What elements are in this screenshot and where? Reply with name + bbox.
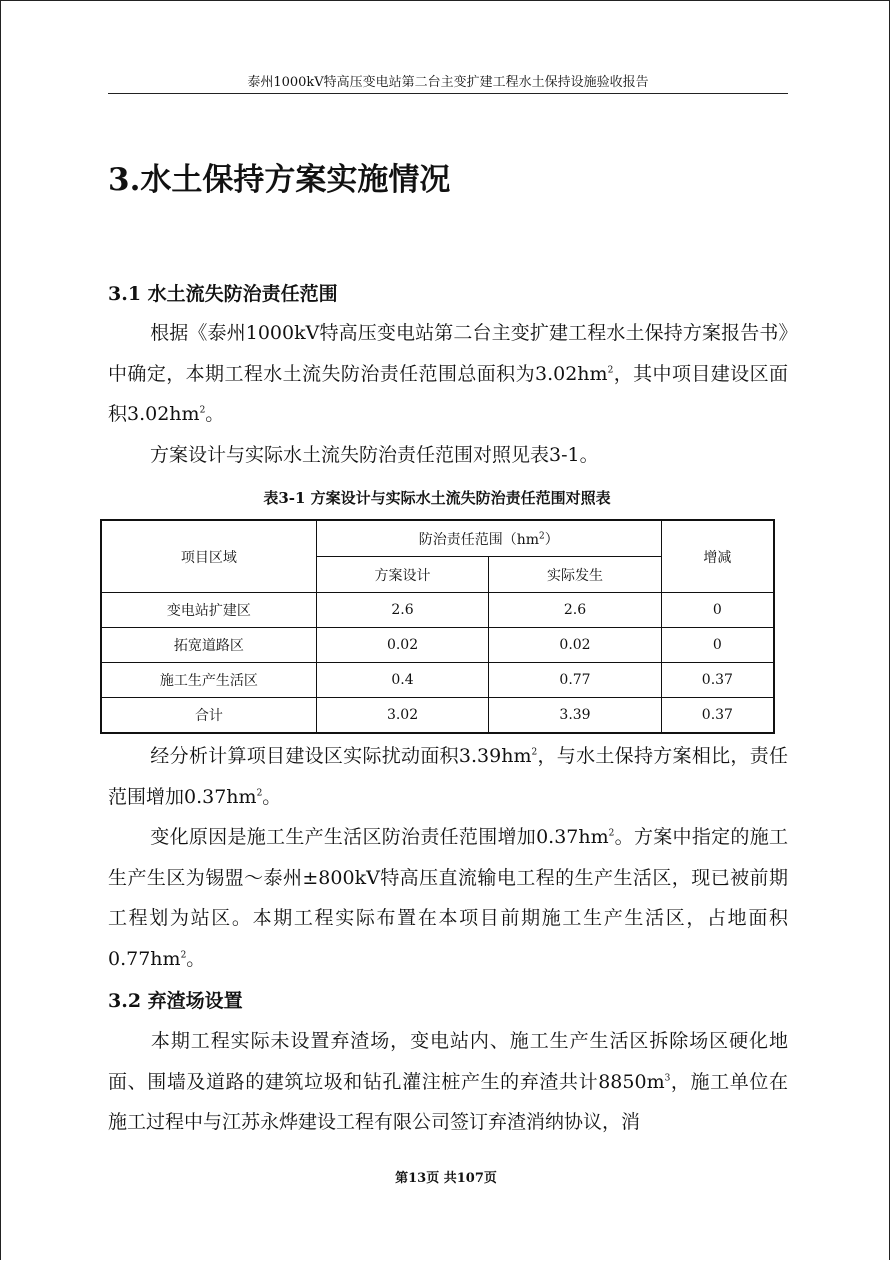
table-row-total: [101, 698, 774, 734]
cell-change: 0: [661, 628, 774, 663]
running-header: 泰州1000kV特高压变电站第二台主变扩建工程水土保持设施验收报告: [247, 75, 649, 90]
cell-change: 0.37: [661, 663, 774, 698]
paragraph-text: 方案设计与实际水土流失防治责任范围对照见表3-1。: [150, 444, 599, 466]
cell-actual: 0.77: [489, 663, 661, 698]
cell-planned: 3.02: [316, 698, 488, 734]
unit-superscript: 2: [199, 405, 206, 416]
cell-actual: 0.02: [489, 628, 661, 663]
paragraph-text: 经分析计算项目建设区实际扰动面积3.39hm: [150, 745, 532, 767]
header-rule: [108, 93, 788, 94]
cell-actual: 3.39: [489, 698, 661, 734]
section-heading-3-1: 3.1 水土流失防治责任范围: [108, 283, 338, 305]
table-row: [101, 593, 774, 628]
cell-area: 施工生产生活区: [101, 663, 316, 698]
paragraph-text: ，与水土保持方案相比，责任范围增加0.37hm: [108, 745, 788, 808]
unit-superscript: 2: [608, 828, 615, 839]
chapter-title: 3.水土保持方案实施情况: [108, 162, 451, 198]
paragraph-table-reference: [108, 435, 788, 476]
unit-superscript: 3: [664, 1073, 671, 1084]
unit-superscript: 2: [531, 747, 538, 758]
header-planned: 方案设计: [316, 557, 488, 593]
cell-planned: 0.4: [316, 663, 488, 698]
header-change: 增减: [661, 520, 774, 593]
unit-superscript: 2: [256, 788, 263, 799]
cell-area: 变电站扩建区: [101, 593, 316, 628]
table-caption: 表3-1 方案设计与实际水土流失防治责任范围对照表: [263, 489, 611, 507]
header-scope-group: 防治责任范围$(hm^2)$: [316, 520, 661, 557]
unit-superscript: 2: [539, 530, 545, 541]
cell-change: 0.37: [661, 698, 774, 734]
cell-actual: 2.6: [489, 593, 661, 628]
paragraph-text: 变化原因是施工生产生活区防治责任范围增加0.37hm: [150, 826, 609, 848]
unit-superscript: 2: [607, 365, 614, 376]
paragraph-text: 。: [186, 947, 206, 970]
unit-superscript: 2: [180, 950, 187, 961]
paragraph-text: ，其中项目建设区面积3.02hm: [108, 362, 788, 425]
table-header-row: [101, 520, 774, 557]
paragraph-text: 。方案中指定的施工生产生区为锡盟～泰州±800kV特高压直流输电工程的生产生活区，现已被前期工程划为站区。本期工程实际布置在本项目前期施工生产生活区，占地面积0.77hm: [108, 826, 788, 970]
header-actual: 实际发生: [489, 557, 661, 593]
paragraph-disturbed-area: [108, 736, 788, 817]
paragraph-text: ，施工单位在施工过程中与江苏永烨建设工程有限公司签订弃渣消纳协议，消: [108, 1070, 788, 1133]
paragraph-text: 根据《泰州1000kV特高压变电站第二台主变扩建工程水土保持方案报告书》中确定，本期工程水土流失防治责任范围总面积为3.02hm: [108, 322, 788, 385]
table-row: [101, 663, 774, 698]
cell-planned: 2.6: [316, 593, 488, 628]
section-heading-3-2: 3.2 弃渣场设置: [108, 990, 243, 1012]
paragraph-text: 本期工程实际未设置弃渣场，变电站内、施工生产生活区拆除场区硬化地面、围墙及道路的建筑垃圾和钻孔灌注桩产生的弃渣共计8850m: [108, 1030, 788, 1093]
header-area: 项目区域: [101, 520, 316, 593]
cell-planned: 0.02: [316, 628, 488, 663]
paragraph-change-reason: [108, 817, 788, 979]
cell-area: 合计: [101, 698, 316, 734]
paragraph-scope-definition: [108, 313, 788, 435]
paragraph-spoil-disposal: [108, 1021, 788, 1143]
cell-change: 0: [661, 593, 774, 628]
page-footer: 第13页 共107页: [395, 1171, 497, 1186]
comparison-table: [100, 519, 775, 734]
cell-area: 拓宽道路区: [101, 628, 316, 663]
table-row: [101, 628, 774, 663]
paragraph-text: 。: [262, 785, 282, 808]
paragraph-text: 。: [205, 403, 225, 425]
